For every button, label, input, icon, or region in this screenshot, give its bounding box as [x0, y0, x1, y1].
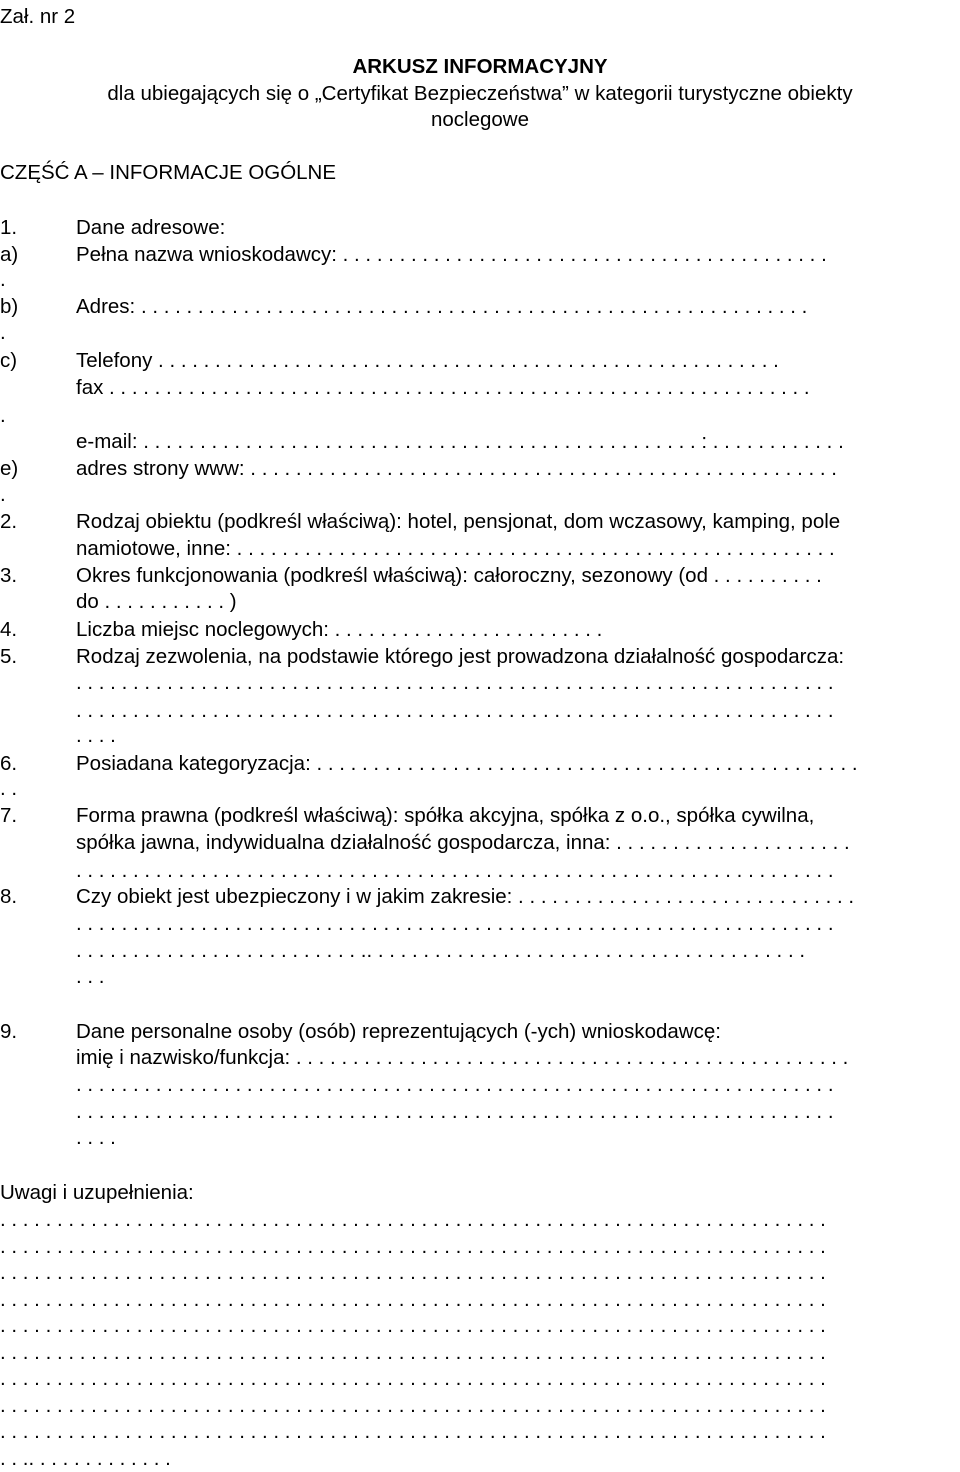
- item-text: Czy obiekt jest ubezpieczony i w jakim zakresie: . . . . . . . . . . . . . . . . . . . . . . . . . . . . . .: [76, 885, 855, 908]
- remarks-line: . . .. . . . . . . . . . . . .: [0, 1446, 171, 1470]
- item-text: adres strony www: . . . . . . . . . . . . . . . . . . . . . . . . . . . . . . . . . . . . . . . . . . . . . . . . . . . .: [76, 457, 837, 480]
- item-text: . . . . . . . . . . . . . . . . . . . . . . . . . . . . . . . . . . . . . . . . . . . . . . . . . . . . . . . . . . . . . . . . . . .: [76, 1100, 834, 1123]
- item-label: .: [0, 404, 6, 427]
- item-text: . . .: [76, 965, 105, 988]
- item-text: Okres funkcjonowania (podkreśl właściwą): całoroczny, sezonowy (od . . . . . . . . . .: [76, 564, 822, 587]
- item-label: . .: [0, 777, 18, 800]
- item-label: a): [0, 243, 19, 266]
- remarks-line: . . . . . . . . . . . . . . . . . . . . . . . . . . . . . . . . . . . . . . . . . . . . . . . . . . . . . . . . . . . . . . . . . . . . . . . . .: [0, 1314, 826, 1337]
- item-text: . . . .: [76, 724, 116, 747]
- item-label: 2.: [0, 510, 18, 533]
- item-text: . . . . . . . . . . . . . . . . . . . . . . . . . . . . . . . . . . . . . . . . . . . . . . . . . . . . . . . . . . . . . . . . . . .: [76, 859, 834, 882]
- item-label: b): [0, 295, 19, 318]
- item-text: fax . . . . . . . . . . . . . . . . . . . . . . . . . . . . . . . . . . . . . . . . . . . . . . . . . . . . . . . . . . . . . .: [76, 376, 810, 399]
- item-text: . . . . . . . . . . . . . . . . . . . . . . . . . . . . . . . . . . . . . . . . . . . . . . . . . . . . . . . . . . . . . . . . . . .: [76, 671, 834, 694]
- item-text: spółka jawna, indywidualna działalność gospodarcza, inna: . . . . . . . . . . . . . . . . . . . . .: [76, 831, 850, 854]
- item-text: Forma prawna (podkreśl właściwą): spółka akcyjna, spółka z o.o., spółka cywilna,: [76, 804, 815, 827]
- item-label: 7.: [0, 804, 18, 827]
- item-text: do . . . . . . . . . . . ): [76, 590, 237, 613]
- item-label: 9.: [0, 1020, 18, 1043]
- remarks-line: . . . . . . . . . . . . . . . . . . . . . . . . . . . . . . . . . . . . . . . . . . . . . . . . . . . . . . . . . . . . . . . . . . . . . . . . .: [0, 1393, 826, 1417]
- item-text: . . . . . . . . . . . . . . . . . . . . . . . . . .. . . . . . . . . . . . . . . . . . . . . . . . . . . . . . . . . . . . . . .: [76, 939, 806, 962]
- remarks-line: . . . . . . . . . . . . . . . . . . . . . . . . . . . . . . . . . . . . . . . . . . . . . . . . . . . . . . . . . . . . . . . . . . . . . . . . .: [0, 1367, 826, 1390]
- item-label: 4.: [0, 618, 18, 641]
- item-label: .: [0, 483, 6, 506]
- item-label: e): [0, 457, 19, 480]
- item-label: c): [0, 349, 18, 372]
- item-label: 5.: [0, 645, 18, 668]
- remarks-heading: Uwagi i uzupełnienia:: [0, 1181, 194, 1204]
- remarks-line: . . . . . . . . . . . . . . . . . . . . . . . . . . . . . . . . . . . . . . . . . . . . . . . . . . . . . . . . . . . . . . . . . . . . . . . . .: [0, 1208, 826, 1231]
- section-a-heading: CZĘŚĆ A – INFORMACJE OGÓLNE: [0, 161, 337, 184]
- item-label: .: [0, 268, 6, 291]
- item-text: Rodzaj zezwolenia, na podstawie którego jest prowadzona działalność gospodarcza:: [76, 645, 845, 668]
- item-text: imię i nazwisko/funkcja: . . . . . . . . . . . . . . . . . . . . . . . . . . . . . . . . . . . . . . . . . . . . . . . . .: [76, 1046, 849, 1069]
- item-label: 6.: [0, 752, 18, 775]
- item-text: e-mail: . . . . . . . . . . . . . . . . . . . . . . . . . . . . . . . . . . . . . . . . . . . . . . . . . : . . . . . . . . . . . .: [76, 430, 844, 453]
- item-text: . . . . . . . . . . . . . . . . . . . . . . . . . . . . . . . . . . . . . . . . . . . . . . . . . . . . . . . . . . . . . . . . . . .: [76, 699, 834, 722]
- item-label: .: [0, 321, 6, 344]
- remarks-line: . . . . . . . . . . . . . . . . . . . . . . . . . . . . . . . . . . . . . . . . . . . . . . . . . . . . . . . . . . . . . . . . . . . . . . . . .: [0, 1420, 826, 1443]
- item-text: Telefony . . . . . . . . . . . . . . . . . . . . . . . . . . . . . . . . . . . . . . . . . . . . . . . . . . . . . . .: [76, 349, 779, 372]
- remarks-line: . . . . . . . . . . . . . . . . . . . . . . . . . . . . . . . . . . . . . . . . . . . . . . . . . . . . . . . . . . . . . . . . . . . . . . . . .: [0, 1261, 826, 1284]
- item-text: Posiadana kategoryzacja: . . . . . . . . . . . . . . . . . . . . . . . . . . . . . . . . . . . . . . . . . . . . . . . .: [76, 752, 858, 775]
- item-text: Dane adresowe:: [76, 216, 226, 239]
- item-text: Dane personalne osoby (osób) reprezentujących (-ych) wnioskodawcę:: [76, 1020, 721, 1043]
- item-text: Liczba miejsc noclegowych: . . . . . . . . . . . . . . . . . . . . . . . .: [76, 618, 603, 641]
- attachment-label: Zał. nr 2: [0, 5, 76, 28]
- remarks-line: . . . . . . . . . . . . . . . . . . . . . . . . . . . . . . . . . . . . . . . . . . . . . . . . . . . . . . . . . . . . . . . . . . . . . . . . .: [0, 1287, 826, 1311]
- document-subtitle-line-2: noclegowe: [430, 108, 529, 131]
- item-text: . . . . . . . . . . . . . . . . . . . . . . . . . . . . . . . . . . . . . . . . . . . . . . . . . . . . . . . . . . . . . . . . . . .: [76, 912, 834, 935]
- document-subtitle-line-1: dla ubiegających się o „Certyfikat Bezpieczeństwa” w kategorii turystyczne obiekty: [107, 82, 853, 105]
- item-text: . . . .: [76, 1126, 116, 1149]
- item-text: . . . . . . . . . . . . . . . . . . . . . . . . . . . . . . . . . . . . . . . . . . . . . . . . . . . . . . . . . . . . . . . . . . .: [76, 1073, 834, 1096]
- document-title: ARKUSZ INFORMACYJNY: [352, 55, 608, 78]
- item-label: 3.: [0, 564, 18, 587]
- item-text: namiotowe, inne: . . . . . . . . . . . . . . . . . . . . . . . . . . . . . . . . . . . . . . . . . . . . . . . . . . . . .: [76, 537, 835, 560]
- item-text: Pełna nazwa wnioskodawcy: . . . . . . . . . . . . . . . . . . . . . . . . . . . . . . . . . . . . . . . . . . .: [76, 243, 827, 266]
- remarks-line: . . . . . . . . . . . . . . . . . . . . . . . . . . . . . . . . . . . . . . . . . . . . . . . . . . . . . . . . . . . . . . . . . . . . . . . . .: [0, 1234, 826, 1258]
- item-text: Rodzaj obiektu (podkreśl właściwą): hotel, pensjonat, dom wczasowy, kamping, pole: [76, 510, 841, 533]
- remarks-line: . . . . . . . . . . . . . . . . . . . . . . . . . . . . . . . . . . . . . . . . . . . . . . . . . . . . . . . . . . . . . . . . . . . . . . . . .: [0, 1340, 826, 1364]
- item-label: 1.: [0, 216, 18, 239]
- item-label: 8.: [0, 885, 18, 908]
- item-text: Adres: . . . . . . . . . . . . . . . . . . . . . . . . . . . . . . . . . . . . . . . . . . . . . . . . . . . . . . . . . . .: [76, 295, 808, 318]
